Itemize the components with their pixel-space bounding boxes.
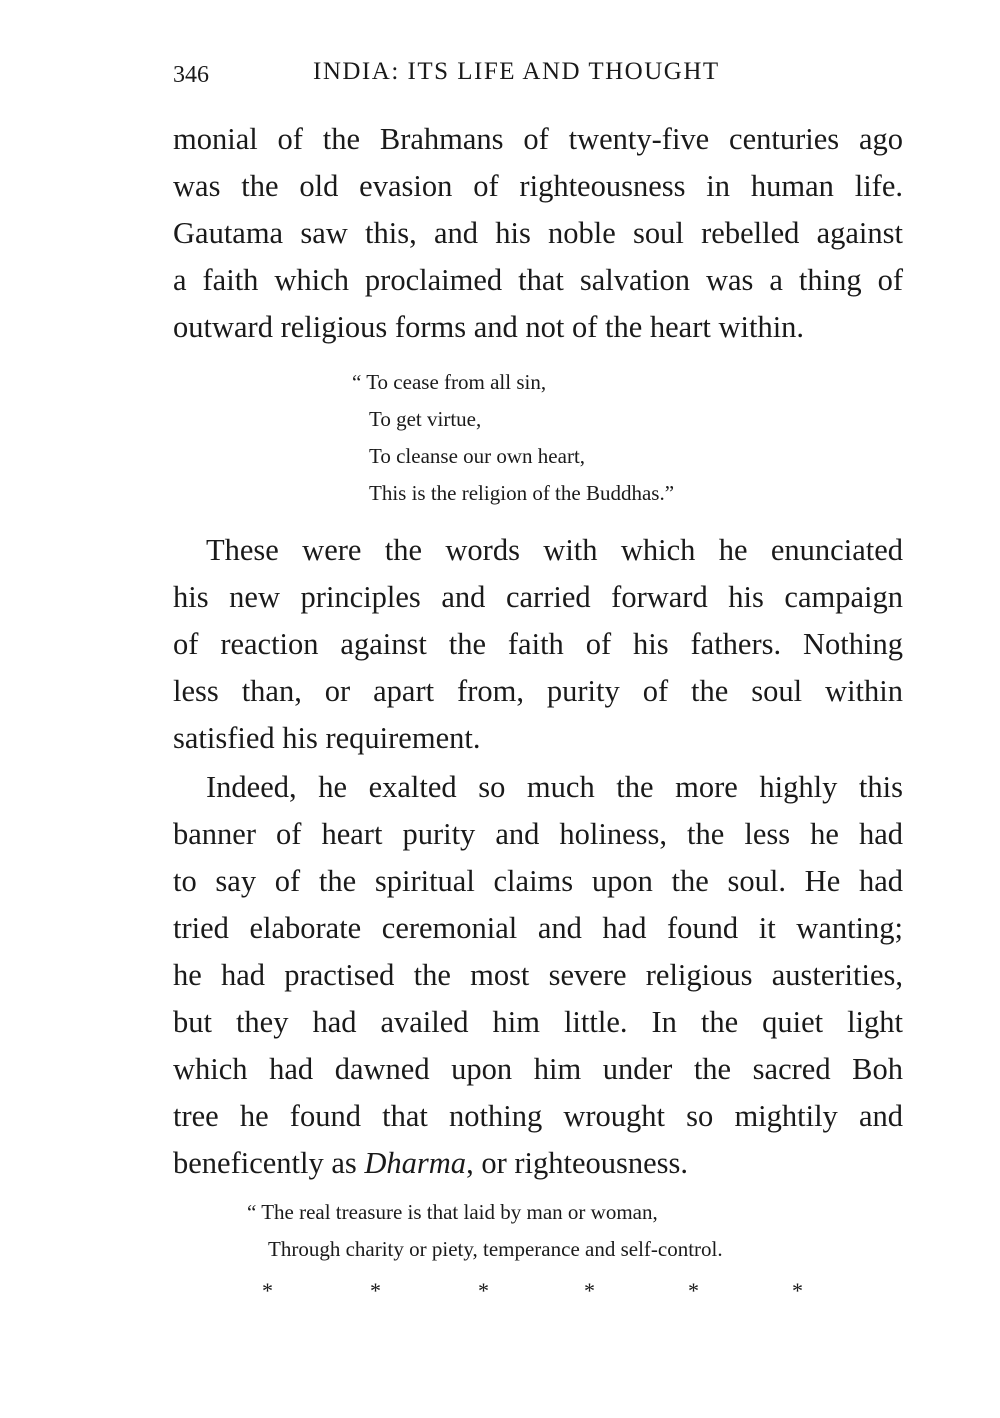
text-line: These were the words with which he enunciated <box>206 533 903 567</box>
asterisk-ornament: * <box>478 1278 489 1303</box>
verse-line: To get virtue, <box>369 407 482 431</box>
running-title: INDIA: ITS LIFE AND THOUGHT <box>313 58 720 85</box>
text-line: banner of heart purity and holiness, the less he had <box>173 817 903 851</box>
text-line: Gautama saw this, and his noble soul rebelled against <box>173 216 903 250</box>
text-line: to say of the spiritual claims upon the soul. He had <box>173 864 903 898</box>
asterisk-ornament: * <box>688 1278 699 1303</box>
text-line: Indeed, he exalted so much the more highly this <box>206 770 903 804</box>
text-line: a faith which proclaimed that salvation was a thing of <box>173 263 903 297</box>
text-line: but they had availed him little. In the quiet light <box>173 1005 903 1039</box>
text-line: of reaction against the faith of his fathers. Nothing <box>173 627 903 661</box>
text-line: tree he found that nothing wrought so mightily and <box>173 1099 903 1133</box>
asterisk-ornament: * <box>262 1278 273 1303</box>
verse-line: “ To cease from all sin, <box>352 370 547 394</box>
text-line: tried elaborate ceremonial and had found it wanting; <box>173 911 903 945</box>
text-line: outward religious forms and not of the heart within. <box>173 310 805 344</box>
text-line <box>173 1140 903 1187</box>
text-line: he had practised the most severe religious austerities, <box>173 958 903 992</box>
text-line: his new principles and carried forward his campaign <box>173 580 903 614</box>
asterisk-ornament: * <box>792 1278 803 1303</box>
verse-quotation-2 <box>247 1194 723 1268</box>
verse-quotation-1 <box>352 364 674 512</box>
paragraph-3 <box>173 764 903 1187</box>
text-line: which had dawned upon him under the sacred Boh <box>173 1052 903 1086</box>
ornamental-asterisks <box>262 1278 807 1308</box>
italic-term: Dharma <box>364 1146 467 1180</box>
text-line: monial of the Brahmans of twenty-five centuries ago <box>173 122 903 156</box>
verse-line: This is the religion of the Buddhas.” <box>369 481 675 505</box>
page-number: 346 <box>173 62 209 88</box>
text-segment: , or righteousness. <box>466 1146 689 1180</box>
verse-line: Through charity or piety, temperance and self-control. <box>268 1237 723 1261</box>
text-line: less than, or apart from, purity of the soul within <box>173 674 903 708</box>
text-line: satisfied his requirement. <box>173 721 481 755</box>
verse-line: To cleanse our own heart, <box>369 444 586 468</box>
paragraph-1 <box>173 116 903 351</box>
paragraph-2 <box>173 527 903 762</box>
verse-line: “ The real treasure is that laid by man or woman, <box>247 1200 658 1224</box>
text-segment: beneficently as <box>173 1146 365 1180</box>
running-head <box>173 58 903 94</box>
asterisk-ornament: * <box>584 1278 595 1303</box>
asterisk-ornament: * <box>370 1278 381 1303</box>
text-line: was the old evasion of righteousness in human life. <box>173 169 903 203</box>
